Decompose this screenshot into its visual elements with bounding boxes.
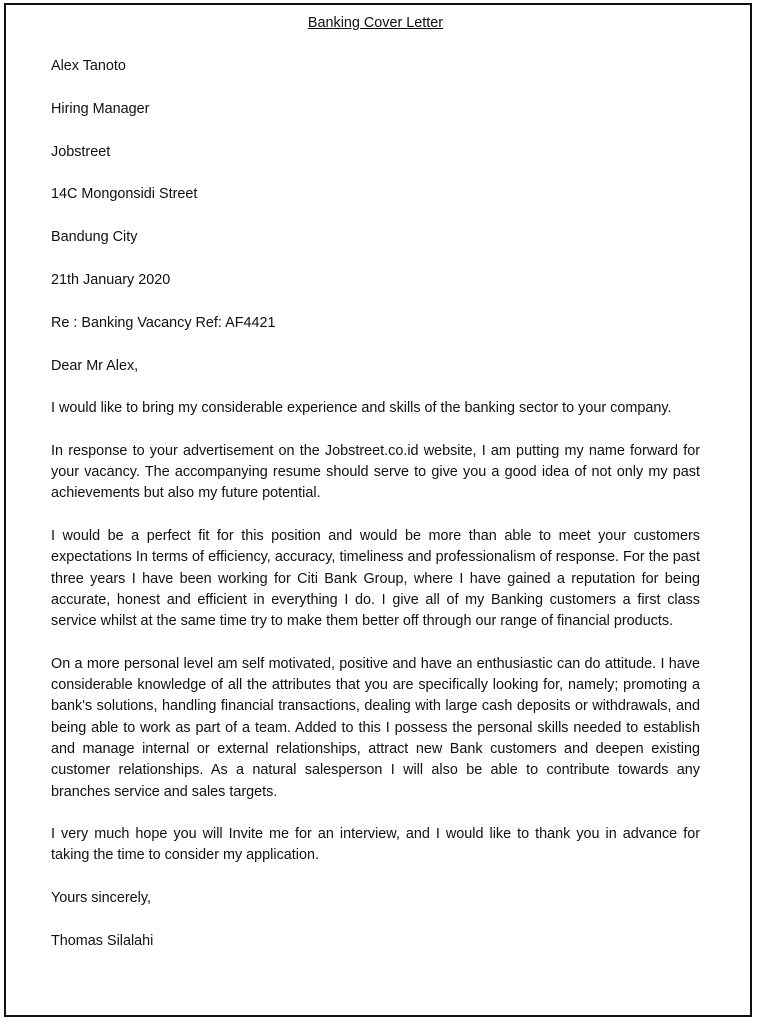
salutation: Dear Mr Alex,	[51, 357, 139, 374]
letter-date: 21th January 2020	[51, 271, 171, 288]
document-title: Banking Cover Letter	[307, 15, 444, 31]
paragraph-fit: I would be a perfect fit for this position and would be more than able to meet your customers expectations In terms of efficiency, accuracy, timeliness and professionalism of response. For the past three years I have been working for Citi Bank Group, where I have gained a reputation for being accurate, honest and efficient in everything I do. I give all of my Banking customers a first class service whilst at the same time try to make them better off through our range of financial products.	[51, 527, 700, 630]
recipient-street: 14C Mongonsidi Street	[51, 186, 198, 203]
closing-phrase: Yours sincerely,	[51, 890, 151, 906]
signature-name: Thomas Silalahi	[51, 932, 154, 949]
paragraph-closing: I very much hope you will Invite me for an interview, and I would like to thank you in advance for taking the time to consider my application.	[51, 826, 700, 864]
recipient-city: Bandung City	[51, 229, 138, 246]
letter-body	[51, 13, 700, 952]
recipient-position: Hiring Manager	[51, 100, 150, 117]
recipient-name: Alex Tanoto	[51, 58, 126, 74]
paragraph-personal: On a more personal level am self motivated, positive and have an enthusiastic can do attitude. I have considerable knowledge of all the attributes that you are specifically looking for, namely; promoting a bank's solutions, handling financial transactions, dealing with large cash deposits or withdrawals, and being able to work as part of a team. Added to this I possess the personal skills needed to establish and manage internal or external relationships, attract new Bank customers and deepen existing customer relationships. As a natural salesperson I will also be able to contribute towards any branches service and sales targets.	[51, 655, 700, 800]
recipient-company: Jobstreet	[51, 143, 111, 160]
paragraph-intro: I would like to bring my considerable experience and skills of the banking sector to your company.	[51, 400, 672, 417]
paragraph-response: In response to your advertisement on the Jobstreet.co.id website, I am putting my name forward for your vacancy. The accompanying resume should serve to give you a good idea of not only my past achievements but also my future potential.	[51, 442, 700, 502]
reference-line: Re : Banking Vacancy Ref: AF4421	[51, 314, 276, 331]
